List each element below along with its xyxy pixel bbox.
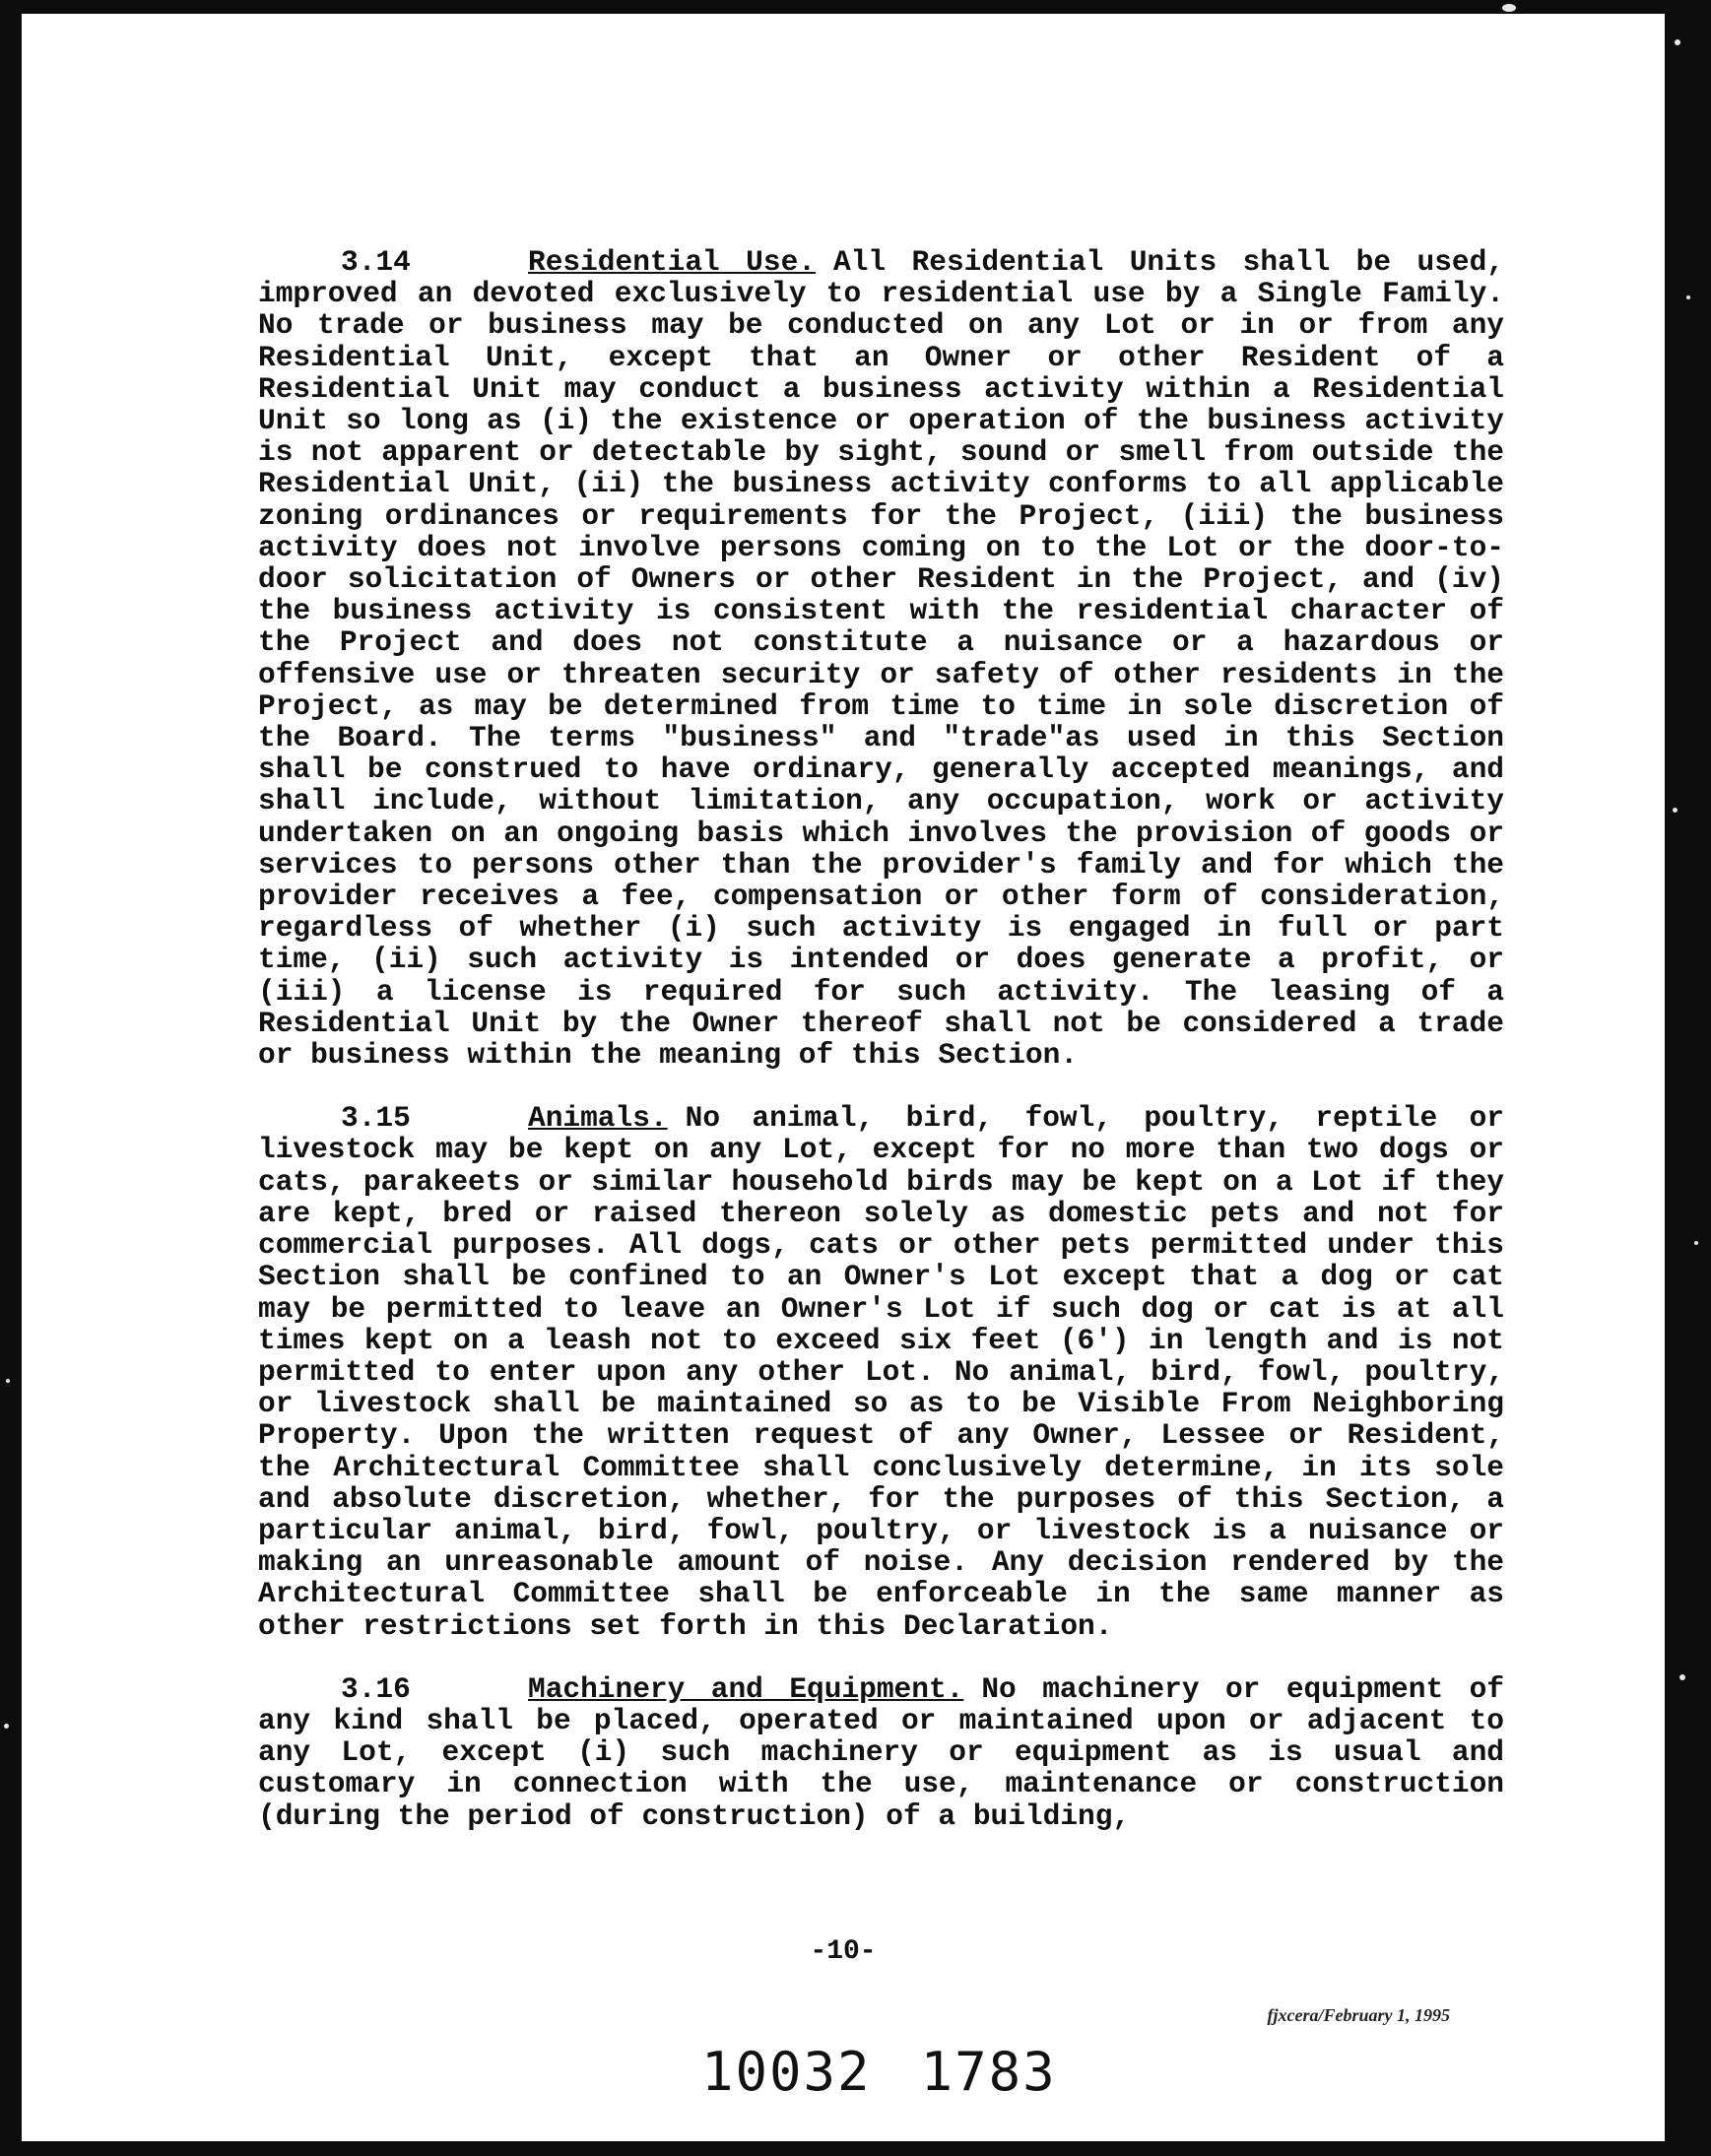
- section-3-14: [258, 246, 1504, 1071]
- section-heading: Residential Use.: [528, 245, 816, 279]
- stamp-left: 10032: [701, 2041, 872, 2103]
- document-page: [22, 14, 1665, 2141]
- document-stamp: [701, 2041, 1106, 2103]
- section-number: 3.15: [341, 1101, 411, 1136]
- section-text: All Residential Units shall be used, improved an devoted exclusively to residential use by a Single Family. No trade or business may be conducted on any Lot or in or from any Residential Unit, except that an Owner or other Resident of a Residential Unit may conduct a business activity within a Residential Unit so long as (i) the existence or operation of the business activity is not apparent or detectable by sight, sound or smell from outside the Residential Unit, (ii) the business activity conforms to all applicable zoning ordinances or requirements for the Project, (iii) the business activity does not involve persons coming on to the Lot or the door-to-door solicitation of Owners or other Resident in the Project, and (iv) the business activity is consistent with the residential character of the Project and does not constitute a nuisance or a hazardous or offensive use or threaten security or safety of other residents in the Project, as may be determined from time to time in sole discretion of the Board. The terms "business" and "trade"as used in this Section shall be construed to have ordinary, generally accepted meanings, and shall include, without limitation, any occupation, work or activity undertaken on an ongoing basis which involves the provision of goods or services to persons other than the provider's family and for which the provider receives a fee, compensation or other form of consideration, regardless of whether (i) such activity is engaged in full or part time, (ii) such activity is intended or does generate a profit, or (iii) a license is required for such activity. The leasing of a Residential Unit by the Owner thereof shall not be considered a trade or business within the meaning of this Section.: [258, 245, 1505, 1073]
- section-text: No machinery or equipment of any kind shall be placed, operated or maintained upon or adjacent to any Lot, except (i) such machinery or equipment as is usual and customary in connection with the use, maintenance or construction (during the period of construction) of a building,: [258, 1671, 1504, 1833]
- section-heading: Animals.: [528, 1101, 668, 1136]
- section-number: 3.14: [341, 245, 411, 279]
- page-number: -10-: [810, 1936, 877, 1967]
- section-3-15: [258, 1102, 1504, 1641]
- stamp-right: 1783: [920, 2041, 1057, 2103]
- section-number: 3.16: [341, 1671, 411, 1706]
- document-body: [258, 246, 1504, 1863]
- section-text: No animal, bird, fowl, poultry, reptile or livestock may be kept on any Lot, except for no more than two dogs or cats, parakeets or similar household birds may be kept on a Lot if they are kept, bred or raised thereon solely as domestic pets and not for commercial purposes. All dogs, cats or other pets permitted under this Section shall be confined to an Owner's Lot except that a dog or cat may be permitted to leave an Owner's Lot if such dog or cat is at all times kept on a leash not to exceed six feet (6') in length and is not permitted to enter upon any other Lot. No animal, bird, fowl, poultry, or livestock shall be maintained so as to be Visible From Neighboring Property. Upon the written request of any Owner, Lessee or Resident, the Architectural Committee shall conclusively determine, in its sole and absolute discretion, whether, for the purposes of this Section, a particular animal, bird, fowl, poultry, or livestock is a nuisance or making an unreasonable amount of noise. Any decision rendered by the Architectural Committee shall be enforceable in the same manner as other restrictions set forth in this Declaration.: [258, 1101, 1504, 1643]
- section-heading: Machinery and Equipment.: [528, 1671, 964, 1706]
- footer-note: fjxcera/February 1, 1995: [1267, 2005, 1450, 2025]
- section-3-16: [258, 1673, 1504, 1832]
